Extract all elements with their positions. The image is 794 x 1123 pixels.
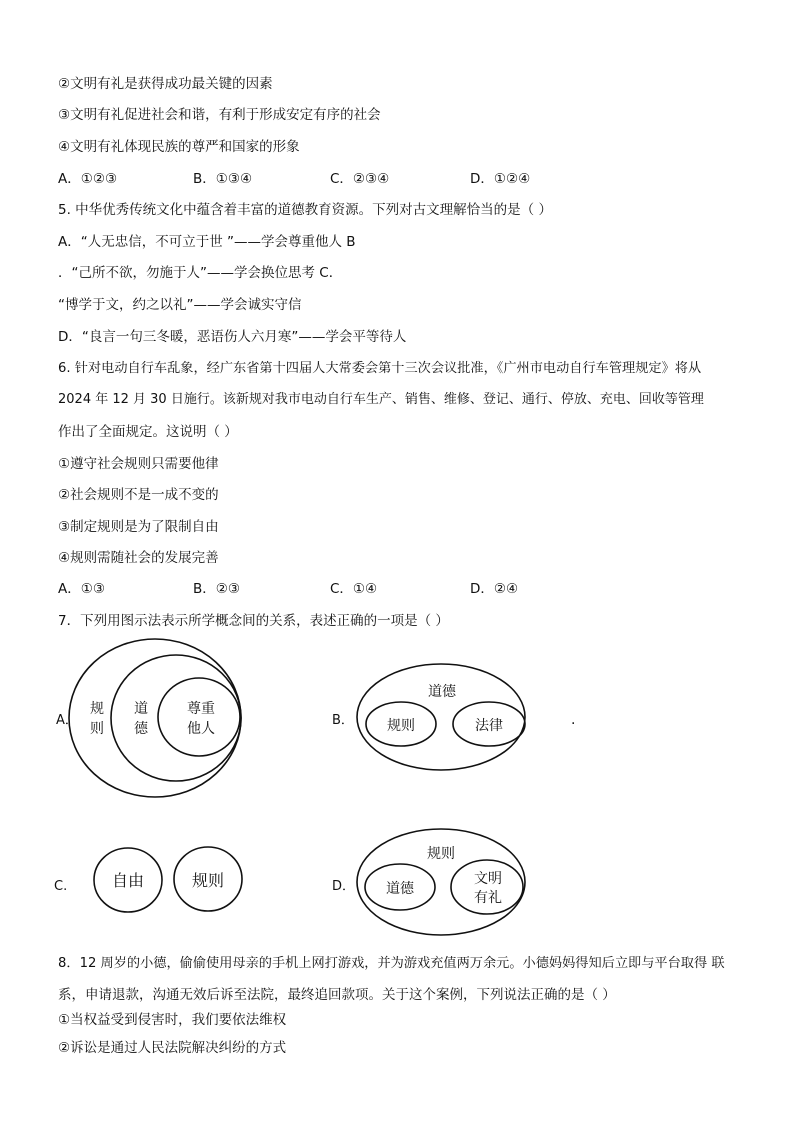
q6-option-c: C．①④ (330, 581, 378, 597)
q6-option-a: A．①③ (58, 581, 105, 597)
q6-statement-3: ③制定规则是为了限制自由 (58, 519, 219, 535)
q6-line-3: 作出了全面规定。这说明（ ） (58, 424, 238, 440)
q7-d-label: D． (332, 879, 356, 894)
q5-stem: 5. 中华优秀传统文化中蕴含着丰富的道德教育资源。下列对古文理解恰当的是（ ） (58, 202, 552, 218)
q7-c-label: C. (54, 879, 68, 894)
q7-d-top-text: 规则 (427, 846, 455, 862)
q7-a-middle-circle (111, 655, 241, 781)
q7-a-inner-text-1: 尊重 (187, 701, 215, 717)
q7-a-outer-text-2: 则 (90, 721, 104, 737)
q7-b-left-text: 规则 (387, 718, 415, 734)
q7-a-outer-text-1: 规 (90, 701, 104, 717)
q7-a-inner-circle (158, 678, 240, 756)
q6-statement-4: ④规则需随社会的发展完善 (58, 550, 219, 566)
q7-d-right-text-1: 文明 (474, 871, 502, 887)
q7-a-label: A． (56, 713, 78, 728)
q7-c-left-text: 自由 (111, 871, 145, 890)
q7-a-middle-text-2: 德 (134, 721, 148, 737)
q7-d-left-text: 道德 (386, 881, 414, 897)
q6-statement-1: ①遵守社会规则只需要他律 (58, 456, 219, 472)
q8-line-2: 系，申请退款，沟通无效后诉至法院，最终追回款项。关于这个案例，下列说法正确的是（ ） (58, 987, 616, 1003)
q7-b-label: B． (332, 713, 354, 728)
q4-option-a: A．①②③ (58, 171, 118, 187)
q4-statement-2: ②文明有礼是获得成功最关键的因素 (58, 76, 273, 92)
q7-b-outer-ellipse (357, 664, 525, 770)
q7-b-top-text: 道德 (428, 684, 456, 700)
q7-b-dot: . (571, 712, 576, 728)
q4-statement-3: ③文明有礼促进社会和谐，有利于形成安定有序的社会 (58, 107, 381, 123)
q8-statement-2: ②诉讼是通过人民法院解决纠纷的方式 (58, 1040, 287, 1056)
q7-a-outer-circle (69, 639, 241, 797)
q8-statement-1: ①当权益受到侵害时，我们要依法维权 (58, 1012, 287, 1028)
q7-a-inner-text-2: 他人 (187, 721, 215, 737)
q5-line-4: D．“良言一句三冬暖，恶语伤人六月寒”——学会平等待人 (58, 329, 407, 345)
q5-line-1: A．“人无忠信，不可立于世 ”——学会尊重他人 B (58, 234, 356, 250)
q6-line-1: 6. 针对电动自行车乱象，经广东省第十四届人大常委会第十三次会议批准，《广州市电动自行车管理规定》将从 (58, 361, 702, 376)
q6-option-d: D．②④ (470, 581, 519, 597)
q7-a-middle-text-1: 道 (134, 701, 148, 717)
q7-stem: 7．下列用图示法表示所学概念间的关系，表述正确的一项是（ ） (58, 613, 449, 629)
q5-line-2: ．“己所不欲，勿施于人”——学会换位思考 C． (58, 265, 343, 281)
q6-statement-2: ②社会规则不是一成不变的 (58, 487, 219, 503)
q4-option-c: C．②③④ (330, 171, 390, 187)
q4-statement-4: ④文明有礼体现民族的尊严和国家的形象 (58, 139, 300, 155)
q5-line-3: “博学于文，约之以礼”——学会诚实守信 (58, 297, 302, 313)
q4-option-d: D．①②④ (470, 171, 531, 187)
q4-option-b: B．①③④ (193, 171, 253, 187)
q8-line-1: 8．12 周岁的小德，偷偷使用母亲的手机上网打游戏，并为游戏充值两万余元。小德妈妈得知后立即与平台取得 联 (58, 956, 725, 971)
q6-line-2: 2024 年 12 月 30 日施行。该新规对我市电动自行车生产、销售、维修、登记、通行、停放、充电、回收等管理 (58, 392, 704, 407)
q7-d-right-text-2: 有礼 (474, 890, 502, 906)
q7-c-right-text: 规则 (191, 871, 225, 890)
q7-b-right-text: 法律 (475, 718, 503, 734)
q6-option-b: B．②③ (193, 581, 240, 597)
